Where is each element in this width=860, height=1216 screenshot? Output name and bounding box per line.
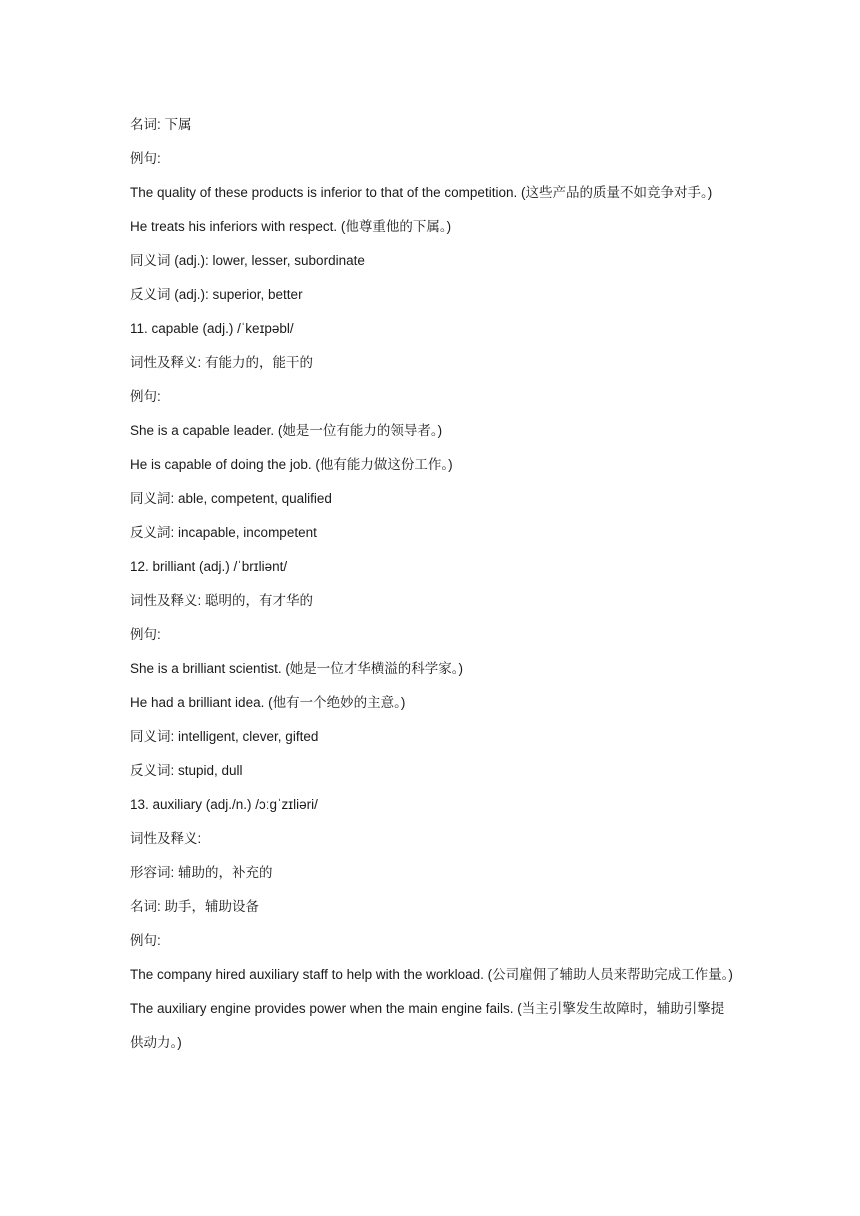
synonyms-line: 同义词: intelligent, clever, gifted [130, 729, 319, 744]
example-sentence: The company hired auxiliary staff to help with the workload. (公司雇佣了辅助人员来帮助完成工作量。) [130, 967, 733, 982]
definition-line: 形容词: 辅助的，补充的 [130, 865, 273, 880]
definition-heading: 词性及释义: [130, 831, 202, 846]
example-sentence: The quality of these products is inferior to that of the competition. (这些产品的质量不如竞争对手。) [130, 185, 713, 200]
example-sentence: He had a brilliant idea. (他有一个绝妙的主意。) [130, 695, 406, 710]
example-heading: 例句: [130, 151, 161, 166]
antonyms-line: 反义詞: incapable, incompetent [130, 525, 317, 540]
entry-heading: 13. auxiliary (adj./n.) /ɔːɡˈzɪliəri/ [130, 797, 318, 812]
definition-line: 词性及释义: 聪明的，有才华的 [130, 593, 314, 608]
definition-line: 名词: 助手，辅助设备 [130, 899, 260, 914]
antonyms-line: 反义词 (adj.): superior, better [130, 287, 303, 302]
entry-heading: 12. brilliant (adj.) /ˈbrɪliənt/ [130, 559, 288, 574]
entry-heading: 11. capable (adj.) /ˈkeɪpəbl/ [130, 321, 294, 336]
definition-line: 名词: 下属 [130, 117, 192, 132]
example-sentence: He treats his inferiors with respect. (他尊重他的下属。) [130, 219, 452, 234]
antonyms-line: 反义词: stupid, dull [130, 763, 243, 778]
example-heading: 例句: [130, 389, 161, 404]
synonyms-line: 同义詞: able, competent, qualified [130, 491, 332, 506]
definition-line: 词性及释义: 有能力的，能干的 [130, 355, 314, 370]
example-heading: 例句: [130, 933, 161, 948]
synonyms-line: 同义词 (adj.): lower, lesser, subordinate [130, 253, 365, 268]
example-sentence: The auxiliary engine provides power when the main engine fails. (当主引擎发生故障时，辅助引擎提供动力。) [130, 1001, 725, 1050]
example-sentence: She is a capable leader. (她是一位有能力的领导者。) [130, 423, 443, 438]
example-sentence: She is a brilliant scientist. (她是一位才华横溢的科学家。) [130, 661, 464, 676]
document-body [130, 108, 736, 1060]
example-sentence: He is capable of doing the job. (他有能力做这份工作。) [130, 457, 453, 472]
example-heading: 例句: [130, 627, 161, 642]
